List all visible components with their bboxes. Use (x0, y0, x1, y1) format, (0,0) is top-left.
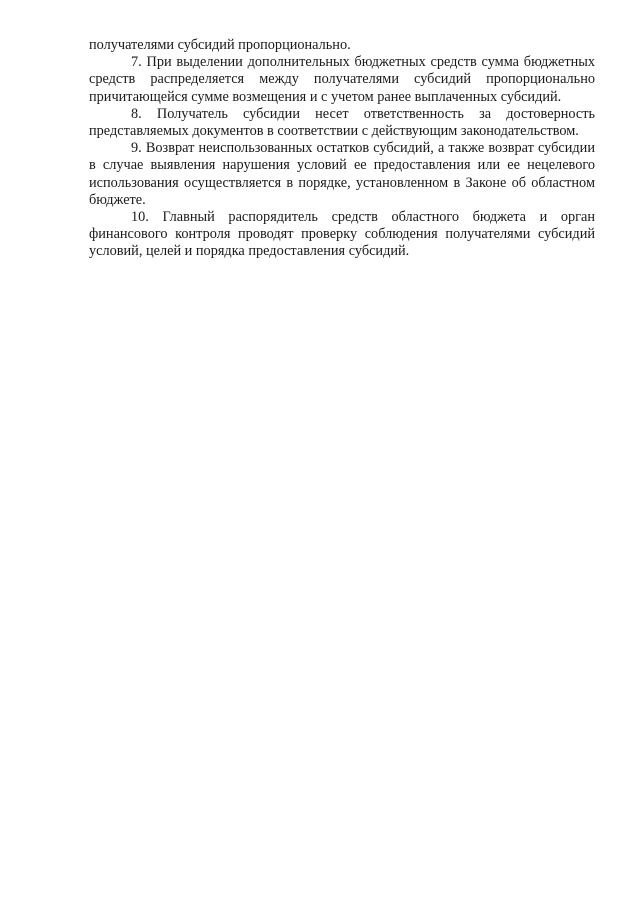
paragraph-continuation: получателями субсидий пропорционально. (89, 37, 351, 53)
paragraph-8: 8. Получатель субсидии несет ответственность за достоверность представляемых документов в соответствии с действующим законодательством. (89, 105, 595, 140)
paragraph-9: 9. Возврат неиспользованных остатков субсидий, а также возврат субсидии в случае выявления нарушения условий ее предоставления или ее нецелевого использования осуществляется в порядке, установленном в Законе об областном бюджете. (89, 140, 595, 208)
paragraph-7: 7. При выделении дополнительных бюджетных средств сумма бюджетных средств распределяется между получателями субсидий пропорционально причитающейся сумме возмещения и с учетом ранее выплаченных субсидий. (89, 54, 595, 105)
paragraph-10: 10. Главный распорядитель средств областного бюджета и орган финансового контроля проводят проверку соблюдения получателями субсидий условий, целей и порядка предоставления субсидий. (89, 209, 595, 260)
document-body (89, 37, 595, 261)
